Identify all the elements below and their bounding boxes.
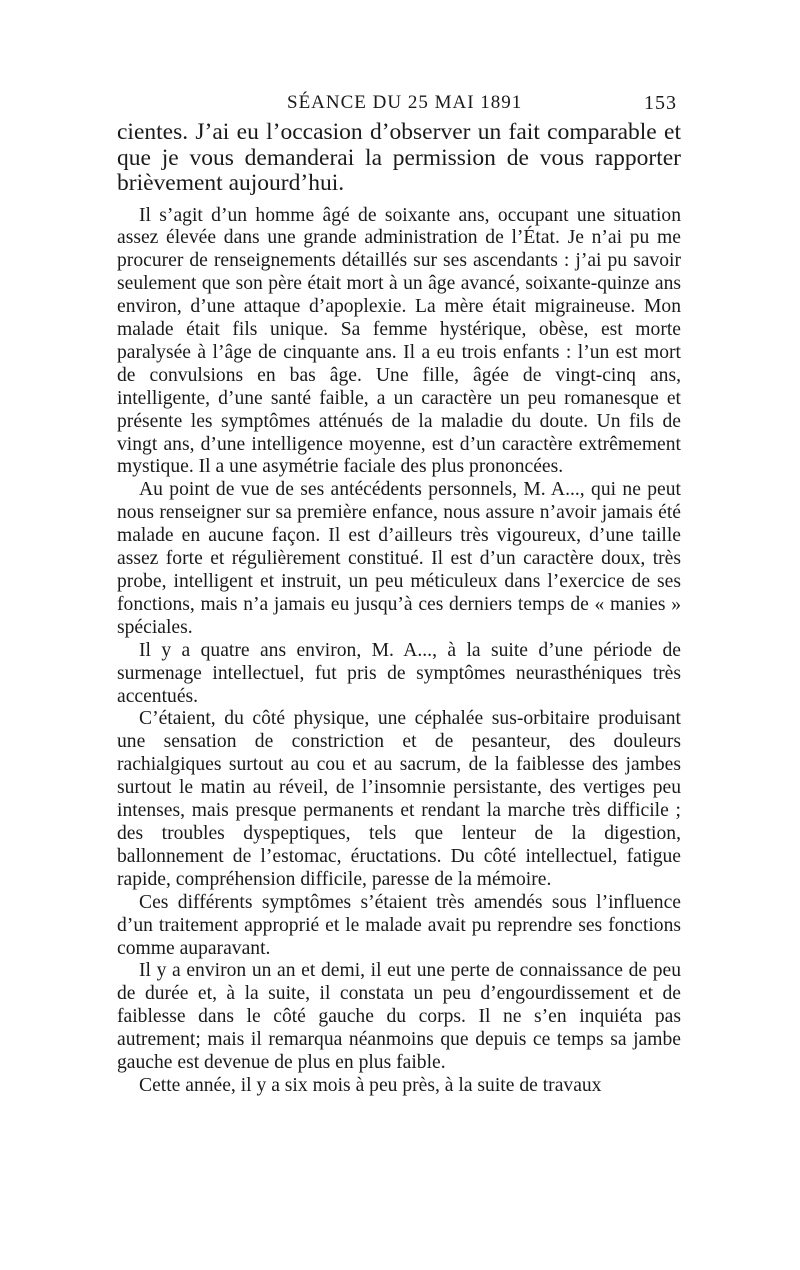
paragraph-continuation: Cette année, il y a six mois à peu près, à la suite de travaux (139, 1074, 602, 1096)
book-page (117, 92, 681, 1098)
paragraph-neurasthenia-onset: Il y a quatre ans environ, M. A..., à la suite d’une période de surmenage intellectuel, fut pris de symptômes neurasthéniques très accentués. (117, 639, 681, 707)
intro-block (117, 120, 681, 197)
page-number: 153 (644, 92, 677, 114)
paragraph-personal-history: Au point de vue de ses antécédents personnels, M. A..., qui ne peut nous renseigner sur sa première enfance, nous assure n’avoir jamais été malade en aucune façon. Il est d’ailleurs très vigoureux, d’une taille assez forte et régulièrement constitué. Il est d’un caractère doux, très probe, intelligent et instruit, un peu méticuleux dans l’exercice de ses fonctions, mais n’a jamais eu jusqu’à ces derniers temps de « manies » spéciales. (117, 479, 681, 638)
paragraph-treatment: Ces différents symptômes s’étaient très amendés sous l’influence d’un traitement approprié et le malade avait pu reprendre ses fonctions comme auparavant. (117, 891, 681, 959)
paragraph-symptoms: C’étaient, du côté physique, une céphalée sus-orbitaire produisant une sensation de constriction et de pesanteur, des douleurs rachialgiques surtout au cou et au sacrum, de la faiblesse des jambes surtout le matin au réveil, de l’insomnie persistante, des vertiges peu intenses, mais presque permanents et rendant la marche très difficile ; des troubles dyspeptiques, tels que lenteur de la digestion, ballonnement de l’estomac, éructations. Du côté intellectuel, fatigue rapide, compréhension difficile, paresse de la mémoire. (117, 708, 681, 890)
body-text (117, 205, 681, 1098)
paragraph-loss-of-consciousness: Il y a environ un an et demi, il eut une perte de connaissance de peu de durée et, à la suite, il constata un peu d’engourdissement et de faiblesse dans le côté gauche du corps. Il ne s’en inquiéta pas autrement; mais il remarqua néanmoins que depuis ce temps sa jambe gauche est devenue de plus en plus faible. (117, 960, 681, 1074)
paragraph-case-description: Il s’agit d’un homme âgé de soixante ans, occupant une situation assez élevée dans une grande administration de l’État. Je n’ai pu me procurer de renseignements détaillés sur ses ascendants : j’ai pu savoir seulement que son père était mort à un âge avancé, soixante-quinze ans environ, d’une attaque d’apoplexie. La mère était migraineuse. Mon malade était fils unique. Sa femme hystérique, obèse, est morte paralysée à l’âge de cinquante ans. Il a eu trois enfants : l’un est mort de convulsions en bas âge. Une fille, âgée de vingt-cinq ans, intelligente, d’une santé faible, a un caractère un peu romanesque et présente les symptômes atténués de la maladie du doute. Un fils de vingt ans, d’une intelligence moyenne, est d’un caractère extrêmement mystique. Il a une asymétrie faciale des plus prononcées. (117, 204, 681, 478)
running-title: SÉANCE DU 25 MAI 1891 (287, 92, 523, 113)
page-header (117, 92, 681, 120)
intro-paragraph: cientes. J’ai eu l’occasion d’observer un fait comparable et que je vous demanderai la permission de vous rapporter brièvement aujourd’hui. (117, 119, 681, 196)
